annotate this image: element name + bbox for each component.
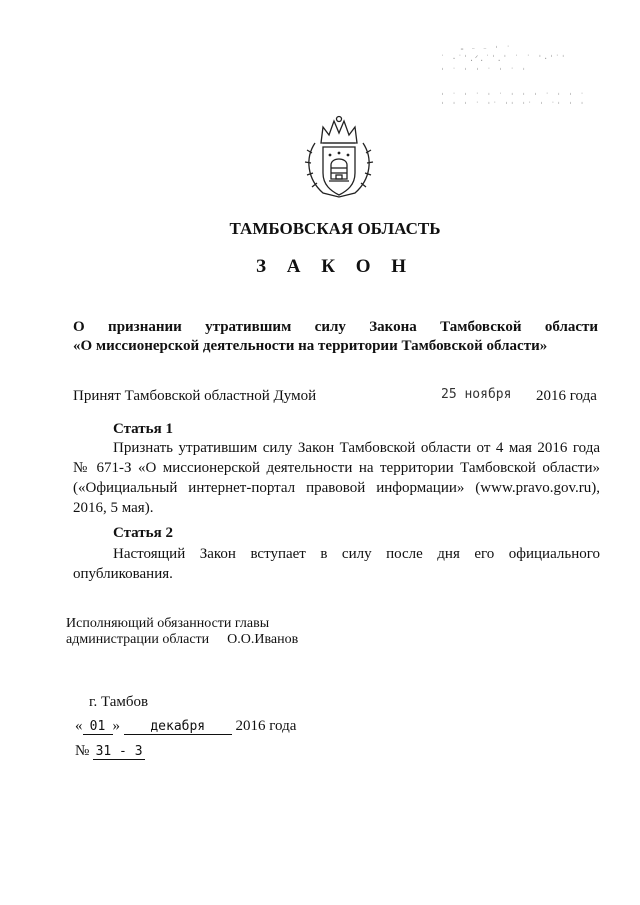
- law-number-value: 31 - 3: [93, 744, 145, 760]
- law-subject-line2: «О миссионерской деятельности на территории Тамбовской области»: [73, 338, 548, 354]
- law-number: № 31 - 3: [75, 743, 145, 760]
- adopted-by: Принят Тамбовской областной Думой: [73, 388, 317, 404]
- adoption-date-handwritten: 25 ноября: [441, 387, 512, 402]
- subject-word: признании: [108, 319, 182, 335]
- signatory-name: О.О.Иванов: [227, 632, 299, 647]
- signatory-position-line1: Исполняющий обязанности главы: [66, 616, 270, 631]
- coat-of-arms-emblem: [301, 113, 377, 199]
- signing-day: 01: [83, 719, 113, 735]
- city: г. Тамбов: [89, 694, 149, 710]
- region-heading: ТАМБОВСКАЯ ОБЛАСТЬ: [229, 219, 441, 238]
- signing-year: 2016 года: [235, 718, 297, 734]
- law-subject-line1: [73, 318, 598, 337]
- registration-stamp: ⁃ ⁻ ⁻ ˈ ˙ ˙ ·˙ˈ.ᐟ.˙ˈ.ˈ ˙ ˙ ˈ·ˈ˙ˈ ˈ ˙ ˈ ˈ ˙ ˈ ˙ ˈ ˈ ˙ ˈ ˙ ˈ ˙ ˈ ˈ ˈ ˙ ˈ ˈ ˙ ˈ ˈ ˈ ˙ ˈ˙ ˈˈ ˈ˙ ˈ ˙ˈ ˈ ˈ: [440, 45, 586, 110]
- subject-word: утратившим: [205, 319, 292, 335]
- subject-word: области: [544, 319, 599, 335]
- article-1-text: Признать утратившим силу Закон Тамбовской области от 4 мая 2016 года № 671-З «О миссионерской деятельности на территории Тамбовской области» («Официальный интернет-портал правовой информации» (www.pravo.gov.ru), 2016, 5 мая).: [73, 440, 600, 516]
- article-1-heading: Статья 1: [113, 421, 173, 437]
- article-2-text: Настоящий Закон вступает в силу после дня его официального опубликования.: [73, 546, 600, 582]
- subject-word: О: [73, 319, 85, 335]
- signatory-position-line2: администрации области О.О.Иванов: [66, 632, 299, 647]
- signing-month: декабря: [124, 719, 232, 735]
- subject-word: Тамбовской: [440, 319, 522, 335]
- subject-word: Закона: [369, 319, 417, 335]
- law-heading: З А К О Н: [255, 256, 415, 277]
- article-2-heading: Статья 2: [113, 525, 173, 541]
- law-subject: [73, 318, 598, 356]
- adoption-year: 2016 года: [536, 388, 597, 404]
- signatory-position: [66, 616, 298, 648]
- signing-date: « 01 » декабря 2016 года: [75, 718, 297, 734]
- subject-word: силу: [314, 319, 346, 335]
